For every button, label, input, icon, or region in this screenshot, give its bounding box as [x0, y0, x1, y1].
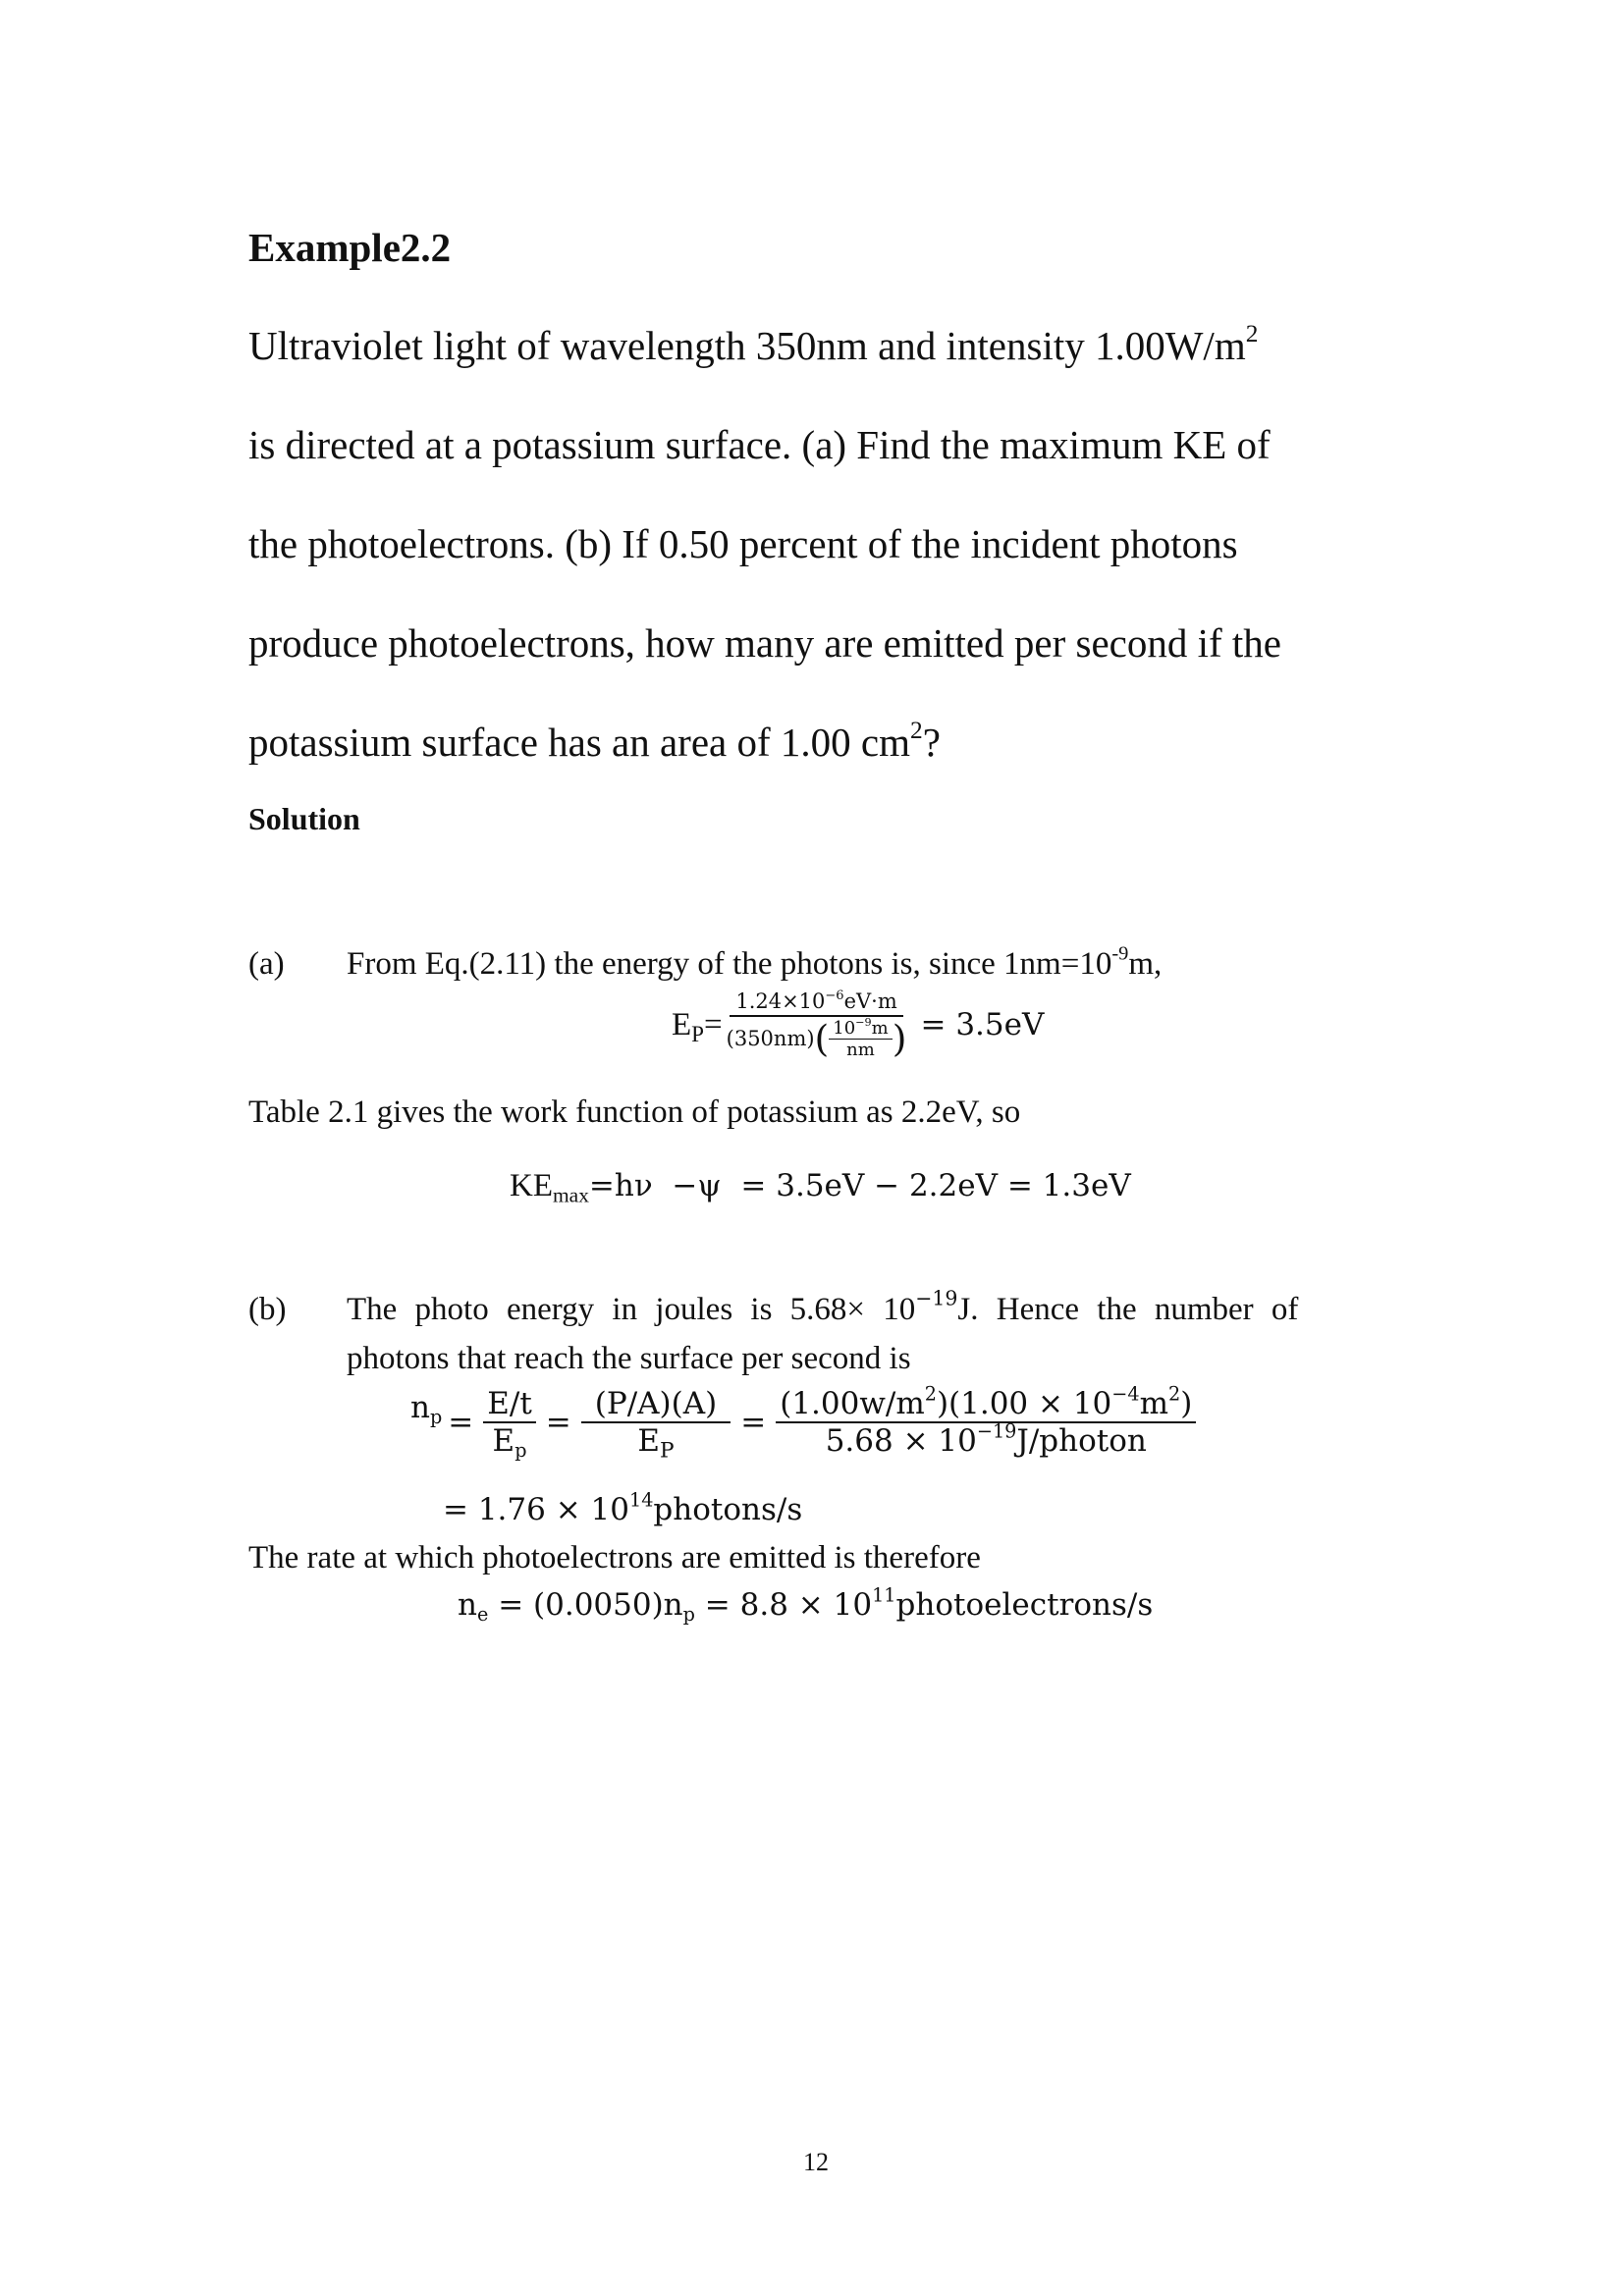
- np-lhs: $n_p$: [410, 1390, 443, 1428]
- ke-max-equation: $KE_{max}=h\nu -\psi = 3.5eV - 2.2eV = 1.3eV$: [510, 1168, 1131, 1207]
- part-b-label: (b): [248, 1292, 287, 1327]
- fraction: $\frac{(1.00w/m^2)(1.00 \times 10^{-4}m^2)}{5.68 \times 10^{-19}J/photon}$: [776, 1386, 1196, 1459]
- rate-text: The rate at which photoelectrons are emitted is therefore: [248, 1540, 981, 1575]
- solution-heading: Solution: [248, 801, 360, 836]
- electron-rate-equation: $n_e = (0.0050)n_p = 8.8$ × $10^{11}photoelectrons/s$: [458, 1583, 1154, 1626]
- part-b-line1: [347, 1286, 1390, 1328]
- part-a-text: [347, 942, 1163, 983]
- text: The photo energy in joules is $5.68\times 10^{-19}J$. Hence the number of: [347, 1286, 1299, 1327]
- fraction: $\frac{E/t}{E_p}$: [483, 1386, 536, 1459]
- text: ?: [922, 720, 941, 765]
- sup: -9: [1111, 942, 1129, 965]
- fraction: $\frac{(P/A)(A)}{E_P}$: [581, 1386, 731, 1459]
- text: Ultraviolet light of wavelength 350nm and intensity 1.00W/m: [248, 323, 1246, 368]
- text: potassium surface has an area of 1.00 cm: [248, 720, 910, 765]
- problem-line: [248, 322, 1258, 369]
- ep-lhs: $E_P=$: [672, 1006, 723, 1046]
- part-b-line2: photons that reach the surface per second is: [347, 1341, 911, 1376]
- page-number: 12: [803, 2148, 829, 2176]
- problem-line: is directed at a potassium surface. (a) Find the maximum KE of: [248, 422, 1271, 467]
- part-a-label: (a): [248, 946, 285, 982]
- sup: 2: [909, 717, 923, 745]
- problem-line: [248, 719, 941, 766]
- equals: =: [545, 1405, 571, 1440]
- text: From Eq.(2.11) the energy of the photons is, since 1nm=10: [347, 946, 1112, 982]
- text: m,: [1128, 946, 1163, 982]
- example-title: Example2.2: [248, 225, 452, 270]
- equals: =: [448, 1405, 474, 1440]
- photon-rate-result: = $1.76 \times 10^{14}photons/s$: [443, 1488, 803, 1527]
- equals: =: [740, 1405, 767, 1440]
- problem-line: the photoelectrons. (b) If 0.50 percent of the incident photons: [248, 521, 1238, 566]
- ep-fraction: $1.24\times 10^{-6}eV\cdot m$ (350nm) ( $\frac{10^{-9}m}{nm}$ ): [726, 988, 907, 1060]
- table-text: Table 2.1 gives the work function of potassium as 2.2eV, so: [248, 1095, 1021, 1130]
- photon-rate-equation: [410, 1382, 1200, 1464]
- problem-line: produce photoelectrons, how many are emitted per second if the: [248, 620, 1281, 666]
- sup: 2: [1245, 320, 1259, 348]
- photon-energy-equation: [672, 989, 1044, 1060]
- ep-result: = 3.5eV: [920, 1007, 1045, 1042]
